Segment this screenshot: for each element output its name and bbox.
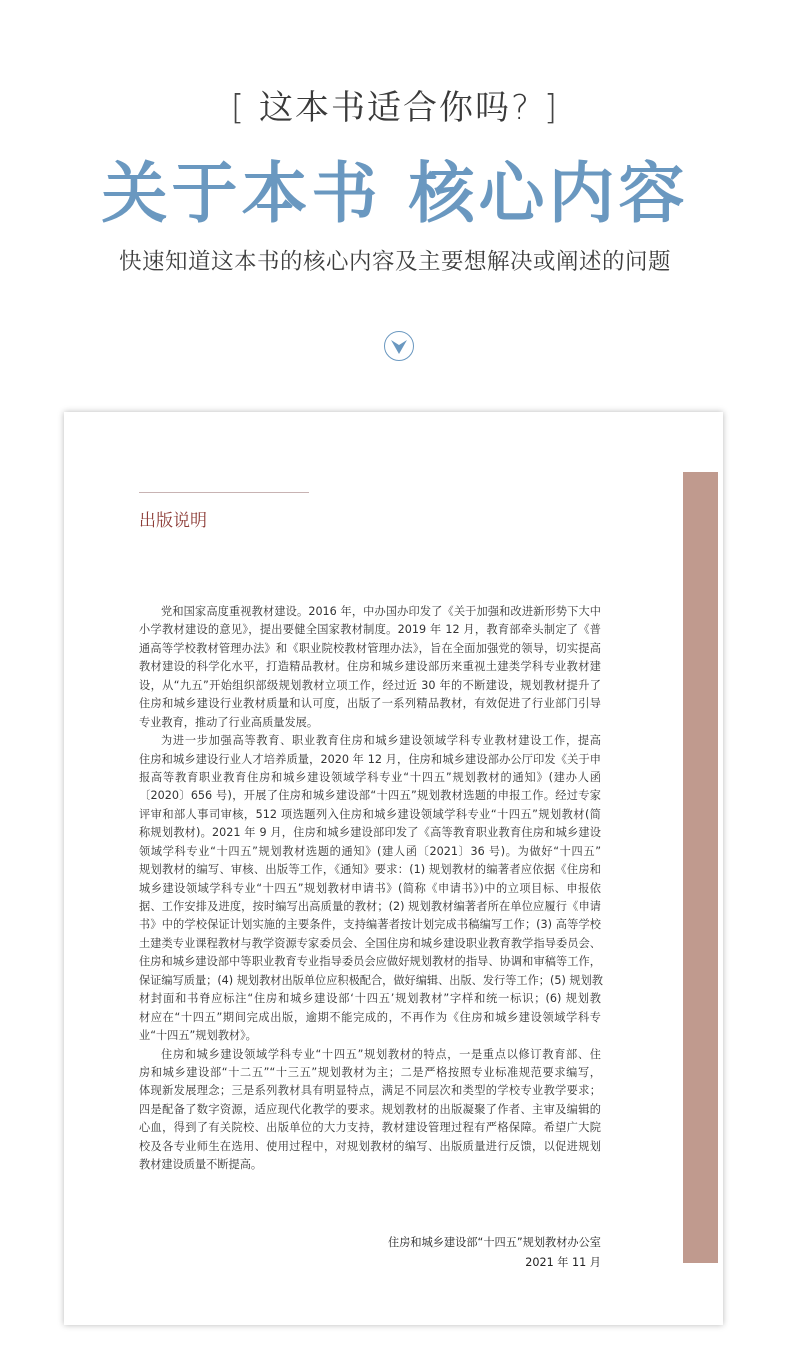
text-line: 评审和部人事司审核，512 项选题列入住房和城乡建设领域学科专业“十四五”规划教材(简 [139, 807, 601, 821]
text-line: 保证编写质量；(4) 规划教材出版单位应积极配合，做好编辑、出版、发行等工作；(5) 规划教 [139, 973, 603, 987]
text-line: 称规划教材)。2021 年 9 月，住房和城乡建设部印发了《高等教育职业教育住房和城乡建设 [139, 826, 601, 840]
text-line: 心血，得到了有关院校、出版单位的大力支持，教材建设管理过程有严格保障。希望广大院 [139, 1121, 601, 1135]
text-line: 书》中的学校保证计划实施的主要条件，支持编著者按计划完成书稿编写工作；(3) 高等学校 [139, 918, 601, 932]
paragraph [139, 732, 601, 1045]
paragraph [139, 1046, 601, 1175]
page-heading: 出版说明 [139, 511, 207, 531]
book-page [64, 412, 723, 1325]
question-text: 这本书适合你吗? [258, 88, 532, 128]
bracket-open: [ [230, 88, 247, 128]
text-line: 据、工作安排及进度，按时编写出高质量的教材；(2) 规划教材编著者所在单位应履行《申请 [139, 900, 601, 913]
bracket-close: ] [543, 88, 560, 128]
text-line: 党和国家高度重视教材建设。2016 年，中办国办印发了《关于加强和改进新形势下大中 [161, 605, 601, 618]
text-line: 教材建设质量不断提高。 [139, 1158, 263, 1172]
chevron-down-icon [384, 331, 414, 361]
text-line: 领域学科专业“十四五”规划教材选题的通知》(建人函〔2021〕36 号)。为做好“十四五” [139, 844, 601, 858]
text-line: 房和城乡建设部“十二五”“十三五”规划教材为主；二是严格按照专业标准规范要求编写， [139, 1065, 601, 1079]
subtitle: 快速知道这本书的核心内容及主要想解决或阐述的问题 [118, 249, 671, 275]
text-line: 城乡建设领域学科专业“十四五”规划教材申请书》(简称《申请书》)中的立项目标、申报依 [139, 881, 601, 895]
signature: 住房和城乡建设部“十四五”规划教材办公室 [388, 1236, 601, 1249]
text-line: 住房和城乡建设部中等职业教育专业指导委员会应做好规划教材的指导、协调和审稿等工作， [139, 955, 601, 969]
text-line: 材应在“十四五”期间完成出版，逾期不能完成的，不再作为《住房和城乡建设领域学科专 [139, 1010, 601, 1024]
text-line: 体现新发展理念；三是系列教材具有明显特点，满足不同层次和类型的学校专业教学要求； [139, 1084, 601, 1098]
text-line: 材封面和书脊应标注“住房和城乡建设部‘十四五’规划教材”字样和统一标识；(6) 规划教 [139, 992, 601, 1006]
text-line: 〔2020〕656 号)，开展了住房和城乡建设部“十四五”规划教材选题的申报工作。经过专家 [139, 789, 601, 803]
text-line: 通高等学校教材管理办法》和《职业院校教材管理办法》，旨在全面加强党的领导，切实提高 [139, 641, 601, 655]
text-line: 四是配备了数字资源，适应现代化教学的要求。规划教材的出版凝聚了作者、主审及编辑的 [139, 1102, 601, 1116]
page-body [139, 603, 601, 1175]
decorative-band [683, 472, 718, 1263]
text-line: 报高等教育职业教育住房和城乡建设领域学科专业“十四五”规划教材的通知》(建办人函 [139, 770, 601, 784]
text-line: 住房和城乡建设行业教材质量和认可度，出版了一系列精品教材，有效促进了行业部门引导 [139, 697, 601, 711]
text-line: 专业教育，推动了行业高质量发展。 [139, 715, 319, 729]
text-line: 教材建设的科学化水平，打造精品教材。住房和城乡建设部历来重视土建类学科专业教材建 [139, 660, 601, 674]
question-heading [0, 80, 790, 129]
text-line: 住房和城乡建设行业人才培养质量，2020 年 12 月，住房和城乡建设部办公厅印发《关于申 [139, 752, 601, 766]
text-line: 设，从“九五”开始组织部级规划教材立项工作，经过近 30 年的不断建设，规划教材提升了 [139, 678, 601, 692]
text-line: 住房和城乡建设领域学科专业“十四五”规划教材的特点，一是重点以修订教育部、住 [161, 1047, 601, 1061]
text-line: 规划教材的编写、审核、出版等工作，《通知》要求：(1) 规划教材的编著者应依据《住房和 [139, 863, 601, 877]
main-title: 关于本书 核心内容 [101, 154, 689, 232]
text-line: 业“十四五”规划教材》。 [139, 1029, 257, 1043]
text-line: 土建类专业课程教材与教学资源专家委员会、全国住房和城乡建设职业教育教学指导委员会、 [139, 936, 601, 950]
heading-rule [139, 492, 309, 493]
text-line: 小学教材建设的意见》，提出要健全国家教材制度。2019 年 12 月，教育部牵头制定了《普 [139, 623, 601, 637]
date: 2021 年 11 月 [525, 1256, 601, 1269]
paragraph [139, 603, 601, 732]
text-line: 校及各专业师生在选用、使用过程中，对规划教材的编写、出版质量进行反馈，以促进规划 [139, 1139, 601, 1153]
text-line: 为进一步加强高等教育、职业教育住房和城乡建设领域学科专业教材建设工作，提高 [161, 734, 601, 748]
